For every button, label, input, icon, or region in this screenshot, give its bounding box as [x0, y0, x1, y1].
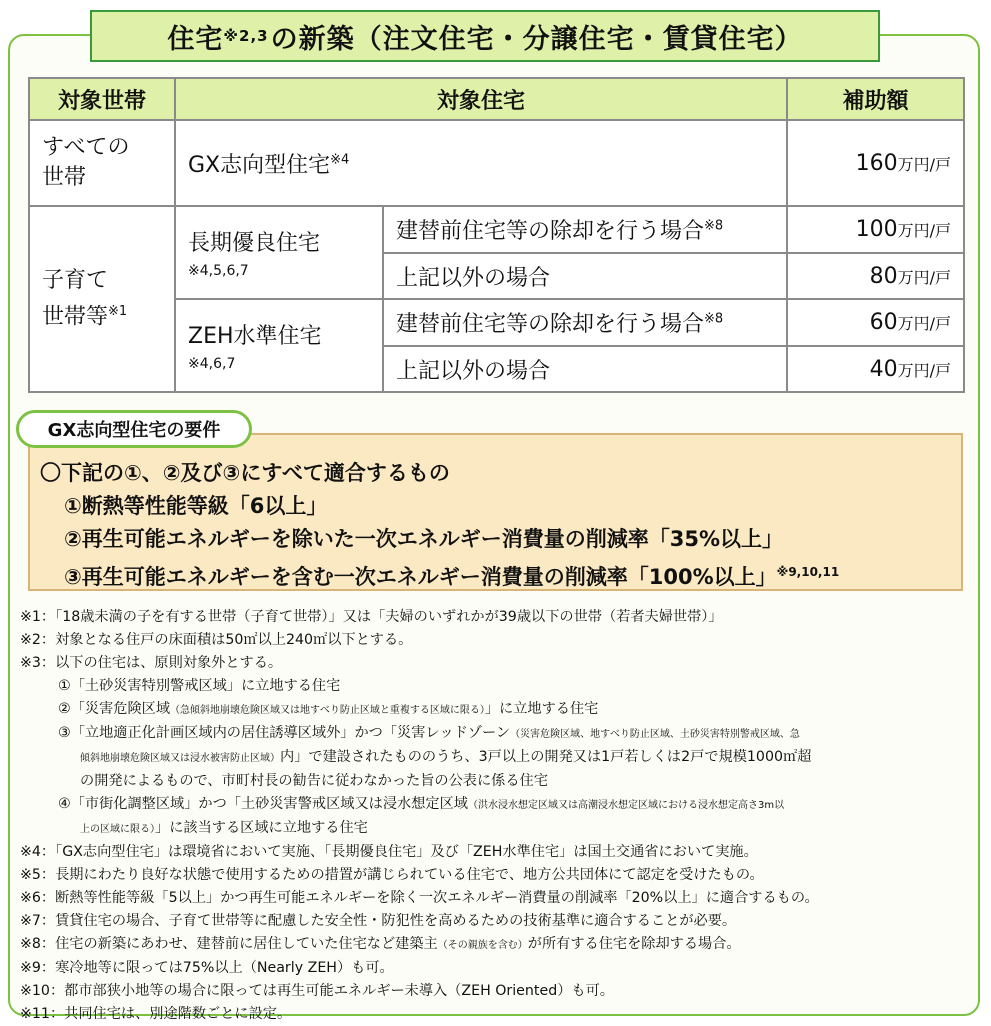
households-child-line2: 世帯等: [42, 304, 109, 330]
footnote: [20, 933, 970, 957]
footnote-part: （災害危険区域、地すべり防止区域、土砂災害特別警戒区域、急: [510, 729, 800, 740]
footnote: ①「土砂災害特別警戒区域」に立地する住宅: [58, 678, 341, 694]
case-cell: [383, 206, 787, 253]
requirements-box: [28, 433, 963, 591]
requirement-item-3: [40, 556, 947, 594]
housing-gx: [175, 120, 787, 206]
amount-cell: [787, 299, 964, 346]
housing-zeh-label: ZEH水準住宅: [188, 324, 322, 349]
page-title: [90, 10, 880, 62]
households-all-line1: すべての: [42, 135, 130, 160]
footnote: ※1：「18歳未満の子を有する世帯（子育て世帯）」又は「夫婦のいずれかが39歳以下の世帯（若者夫婦世帯）」: [20, 609, 723, 625]
case-label: 建替前住宅等の除却を行う場合: [396, 312, 705, 337]
housing-gx-sup: ※4: [330, 152, 350, 168]
case-cell: [383, 346, 787, 392]
footnote: [20, 746, 970, 770]
housing-long-term-label: 長期優良住宅: [188, 231, 321, 256]
requirements-tab: GX志向型住宅の要件: [16, 410, 252, 448]
households-child: [29, 206, 175, 392]
footnote: ※9：寒冷地等に限っては75%以上（Nearly ZEH）も可。: [20, 960, 394, 976]
table-row: [29, 120, 964, 206]
footnote-part: 」に該当する区域に立地する住宅: [155, 820, 368, 836]
footnote: [20, 817, 970, 841]
footnote-part: 」に立地する住宅: [484, 701, 599, 717]
amount-cell: [787, 253, 964, 299]
footnote: ※7：賃貸住宅の場合、子育て世帯等に配慮した安全性・防犯性を高めるための技術基準に適合することが必要。: [20, 913, 737, 929]
case-sup: ※8: [704, 218, 724, 234]
footnote-part: 内」で建設されたもののうち、3戸以上の開発又は1戸若しくは2戸で規模1000㎡超: [280, 749, 812, 765]
amount-gx: [787, 120, 964, 206]
title-main: 住宅: [167, 23, 224, 55]
amount-value: 60: [869, 310, 898, 335]
header-housing: 対象住宅: [175, 78, 787, 120]
header-households: 対象世帯: [29, 78, 175, 120]
amount-value: 40: [869, 356, 898, 382]
footnote: ※10：都市部狭小地等の場合に限っては再生可能エネルギー未導入（ZEH Oriented）も可。: [20, 983, 614, 999]
footnote-part: ②「災害危険区域: [58, 701, 171, 717]
footnote: ※3：以下の住宅は、原則対象外とする。: [20, 655, 283, 671]
requirement-item-2: ②再生可能エネルギーを除いた一次エネルギー消費量の削減率「35%以上」: [64, 527, 784, 551]
case-cell: [383, 253, 787, 299]
housing-zeh-note: ※4,6,7: [188, 356, 236, 372]
footnote: [20, 698, 970, 722]
footnotes: [20, 606, 970, 1026]
amount-cell: [787, 346, 964, 392]
amount-unit: 万円/戸: [897, 360, 952, 380]
households-all: [29, 120, 175, 206]
amount-unit: 万円/戸: [897, 267, 952, 287]
footnote: ※5：長期にわたり良好な状態で使用するための措置が講じられている住宅で、地方公共団体にて認定を受けたもの。: [20, 867, 764, 883]
footnote: ※11：共同住宅は、別途階数ごとに設定。: [20, 1006, 292, 1022]
case-sup: ※8: [704, 311, 724, 327]
footnote-part: 上の区域に限る）: [80, 824, 155, 835]
case-label: 上記以外の場合: [396, 265, 551, 291]
case-label: 上記以外の場合: [396, 358, 551, 384]
requirements-intro: 〇下記の①、②及び③にすべて適合するもの: [40, 461, 450, 485]
requirement-item-3-text: ③再生可能エネルギーを含む一次エネルギー消費量の削減率「100%以上」: [64, 565, 777, 589]
requirement-item-1: ①断熱等性能等級「6以上」: [64, 494, 328, 518]
footnote: ※2：対象となる住戸の床面積は50㎡以上240㎡以下とする。: [20, 632, 413, 648]
footnote-part: 傾斜地崩壊危険区域又は浸水被害防止区域）: [80, 753, 280, 764]
housing-long-term: [175, 206, 383, 299]
footnote: ※4：「GX志向型住宅」は環境省において実施、「長期優良住宅」及び「ZEH水準住宅」は国土交通省において実施。: [20, 844, 758, 860]
households-all-line2: 世帯: [42, 165, 87, 190]
amount-unit: 万円/戸: [897, 221, 952, 240]
amount-value: 100: [855, 217, 898, 242]
footnote-part: （洪水浸水想定区域又は高潮浸水想定区域における浸水想定高さ3m以: [467, 800, 785, 811]
amount-value: 80: [869, 263, 898, 289]
footnote-part: ※8：住宅の新築にあわせ、建替前に居住していた住宅など建築主: [20, 936, 438, 952]
footnote-part: （その親族を含む）: [437, 940, 528, 951]
footnote-part: ③「立地適正化計画区域内の居住誘導区域外」かつ「災害レッドゾーン: [58, 725, 511, 741]
subsidy-table: [28, 77, 965, 393]
housing-zeh: [175, 299, 383, 392]
footnote: の開発によるもので、市町村長の勧告に従わなかった旨の公表に係る住宅: [80, 773, 548, 789]
footnote-part: （急傾斜地崩壊危険区域又は地すべり防止区域と重複する区域に限る）: [170, 705, 485, 716]
title-sup: ※2,3: [223, 27, 269, 45]
amount-cell: [787, 206, 964, 253]
amount-gx-value: 160: [855, 150, 898, 176]
footnote: [20, 793, 970, 817]
table-row: [29, 206, 964, 253]
households-child-line1: 子育て: [42, 268, 109, 294]
footnote: [20, 722, 970, 746]
table-header-row: [29, 78, 964, 120]
requirement-item-3-sup: ※9,10,11: [776, 565, 840, 579]
footnote-part: が所有する住宅を除却する場合。: [527, 936, 741, 952]
amount-unit: 万円/戸: [897, 314, 952, 333]
header-amount: 補助額: [787, 78, 964, 120]
amount-unit: 万円/戸: [897, 154, 952, 174]
households-child-sup: ※1: [108, 304, 128, 320]
housing-long-term-note: ※4,5,6,7: [188, 263, 249, 279]
footnote-part: ④「市街化調整区域」かつ「土砂災害警戒区域又は浸水想定区域: [58, 796, 468, 812]
footnote: ※6：断熱等性能等級「5以上」かつ再生可能エネルギーを除く一次エネルギー消費量の削減率「20%以上」に適合するもの。: [20, 890, 819, 906]
title-rest: の新築（注文住宅・分譲住宅・賃貸住宅）: [270, 23, 803, 55]
housing-gx-label: GX志向型住宅: [188, 152, 331, 178]
case-cell: [383, 299, 787, 346]
case-label: 建替前住宅等の除却を行う場合: [396, 219, 705, 244]
